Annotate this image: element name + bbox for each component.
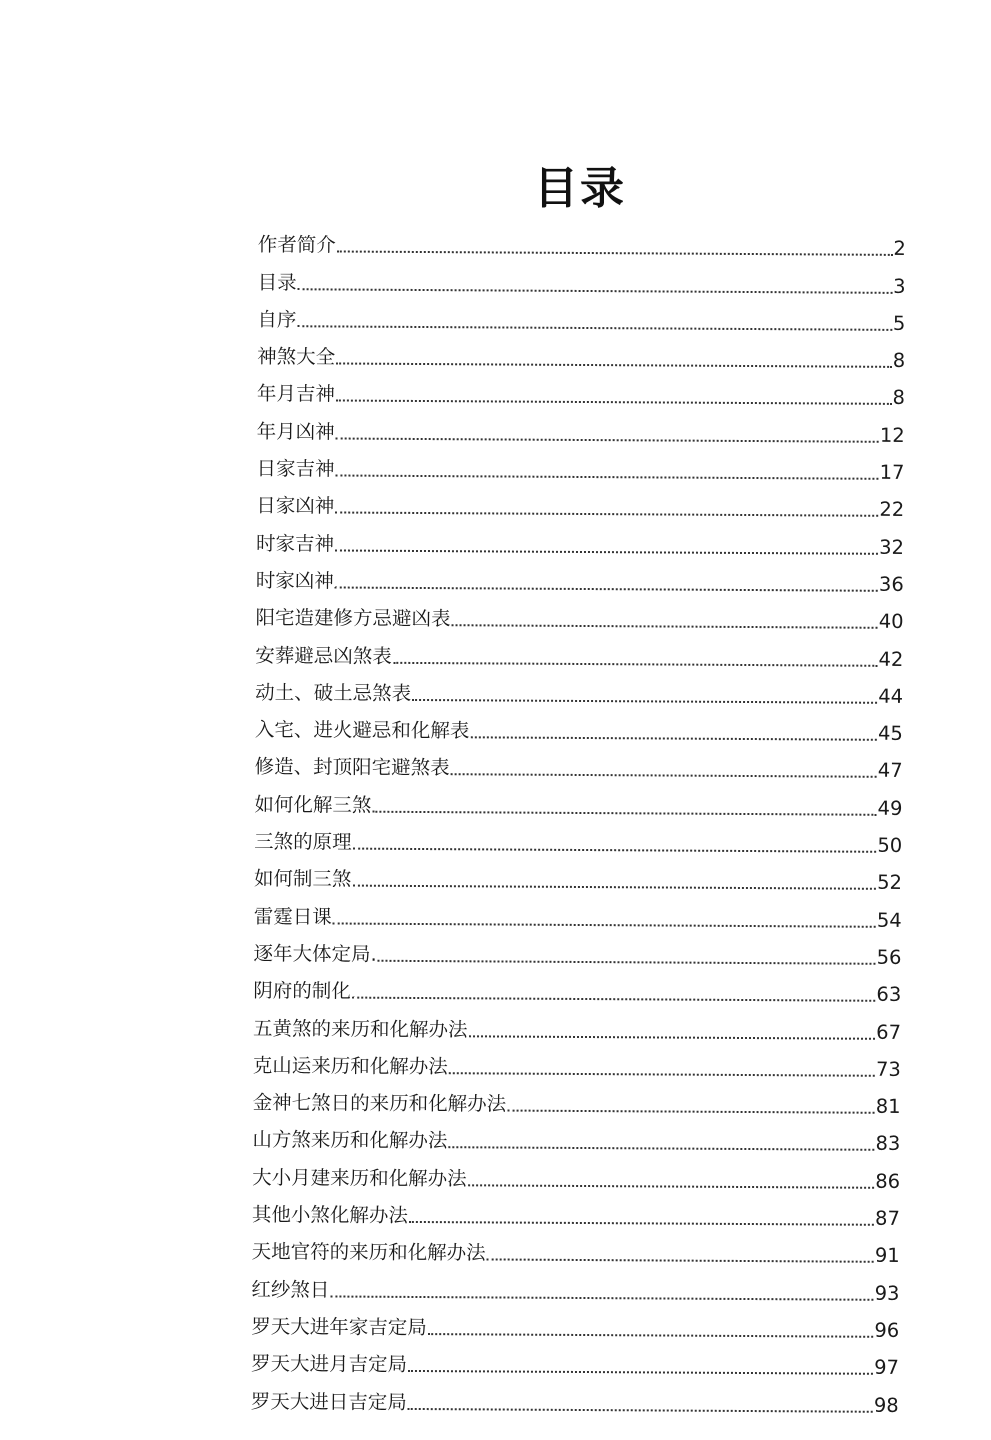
toc-entry-label: 入宅、进火避忌和化解表	[254, 718, 470, 743]
toc-entry-page-number: 40	[878, 610, 904, 634]
toc-entry-label: 时家凶神	[255, 568, 334, 593]
toc-entry-label: 逐年大体定局.	[253, 941, 377, 966]
toc-entry-label: 三煞的原理	[254, 830, 352, 854]
toc-entry	[255, 630, 903, 671]
toc-entry	[252, 1190, 900, 1231]
toc-entry-page-number: 5	[892, 311, 906, 335]
toc-entry-label: 动土、破土忌煞表	[255, 680, 412, 705]
toc-entry	[256, 556, 904, 597]
toc-entry-page-number: 93	[874, 1281, 900, 1305]
dot-leader	[335, 586, 878, 591]
toc-entry	[253, 1003, 901, 1044]
toc-entry-label: 阴府的制化	[253, 979, 351, 1003]
dot-leader	[335, 512, 878, 517]
dot-leader	[352, 885, 876, 890]
toc-entry	[252, 1152, 900, 1193]
toc-entry-label: 罗天大进年家吉定局	[251, 1314, 427, 1339]
toc-entry	[253, 1078, 901, 1119]
dot-leader	[408, 1370, 873, 1375]
toc-entry-label: 其他小煞化解办法	[251, 1202, 409, 1227]
toc-entry	[255, 593, 903, 634]
dot-leader	[335, 549, 878, 554]
toc-entry-label: 五黄煞的来历和化解办法	[252, 1016, 468, 1041]
toc-entry-page-number: 22	[879, 498, 905, 522]
toc-entry	[252, 1227, 900, 1268]
toc-entry-page-number: 42	[878, 647, 904, 671]
toc-entry-label: 年月凶神	[256, 419, 335, 444]
toc-entry-page-number: 91	[874, 1244, 900, 1268]
dot-leader	[297, 325, 892, 331]
toc-entry-page-number: 3	[893, 274, 906, 298]
toc-entry-label: 罗天大进月吉定局	[250, 1352, 408, 1377]
toc-entry-label: 克山运来历和化解办法	[252, 1053, 448, 1079]
toc-entry-page-number: 8	[892, 349, 906, 373]
toc-entry-label: 时家吉神	[255, 531, 335, 556]
toc-entry	[254, 891, 902, 932]
toc-entry-page-number: 12	[879, 423, 905, 447]
dot-leader	[353, 848, 877, 853]
toc-entry	[251, 1264, 899, 1305]
toc-entry-label: 安葬避忌凶煞表	[255, 643, 392, 668]
toc-entry-page-number: 73	[875, 1057, 901, 1081]
dot-leader	[372, 810, 876, 815]
toc-entry-label: 阳宅造建修方忌避凶表	[255, 606, 451, 631]
dot-leader	[470, 736, 877, 740]
dot-leader	[393, 661, 878, 666]
toc-entry	[252, 1115, 900, 1156]
toc-entry-label: 修造、封顶阳宅避煞表	[254, 755, 450, 780]
toc-entry-page-number: 32	[879, 535, 905, 559]
dot-leader	[469, 1035, 876, 1039]
toc-entry-page-number: 97	[874, 1355, 900, 1380]
dot-leader	[451, 774, 877, 779]
toc-entry	[256, 481, 904, 522]
dot-leader	[452, 624, 878, 629]
toc-entry-label: 目录	[257, 270, 297, 294]
toc-entry-page-number: 83	[875, 1132, 901, 1156]
dot-leader	[378, 960, 876, 965]
toc-entry-page-number: 86	[875, 1169, 901, 1193]
toc-entry	[256, 444, 904, 485]
toc-entry	[254, 779, 902, 820]
toc-entry	[256, 518, 904, 559]
toc-entry	[251, 1339, 899, 1380]
toc-entry-label: 如何化解三煞	[254, 792, 372, 817]
toc-entry	[253, 929, 901, 970]
toc-entry-page-number: 56	[876, 945, 902, 969]
toc-entry-page-number: 44	[878, 684, 904, 708]
toc-entry-page-number: 87	[875, 1206, 900, 1230]
table-of-contents	[251, 220, 906, 1417]
dot-leader	[352, 997, 876, 1002]
page-title: 目录	[534, 163, 626, 214]
dot-leader	[333, 922, 876, 927]
dot-leader	[468, 1184, 875, 1188]
toc-entry	[254, 817, 902, 858]
toc-entry-label: 年月吉神	[256, 382, 336, 406]
dot-leader	[336, 363, 892, 368]
dot-leader	[487, 1259, 874, 1263]
toc-entry-label: 红纱煞日	[251, 1277, 330, 1302]
dot-leader	[507, 1110, 875, 1114]
toc-entry-label: 山方煞来历和化解办法	[252, 1128, 448, 1153]
dot-leader	[408, 1407, 873, 1412]
dot-leader	[412, 699, 877, 704]
dot-leader	[336, 437, 879, 442]
toc-entry	[257, 369, 905, 410]
toc-entry-page-number: 8	[892, 386, 905, 410]
toc-entry	[255, 742, 903, 783]
toc-entry-page-number: 54	[876, 908, 902, 932]
toc-entry-label: 作者简介	[257, 233, 336, 257]
toc-entry-label: 雷霆日课	[253, 904, 332, 929]
toc-entry	[258, 220, 906, 261]
dot-leader	[409, 1221, 874, 1226]
dot-leader	[298, 288, 893, 294]
dot-leader	[336, 400, 892, 405]
toc-entry-page-number: 45	[877, 721, 903, 746]
toc-entry-label: 自序	[257, 307, 297, 332]
dot-leader	[335, 475, 878, 480]
toc-entry-page-number: 36	[878, 572, 904, 596]
toc-entry	[255, 705, 903, 746]
toc-entry	[257, 295, 905, 336]
toc-entry-page-number: 17	[879, 460, 905, 485]
toc-entry	[257, 332, 905, 373]
toc-entry-label: 日家吉神	[256, 457, 335, 481]
toc-entry-label: 金神七煞日的来历和化解办法	[252, 1091, 507, 1116]
dot-leader	[449, 1072, 875, 1077]
toc-entry	[253, 966, 901, 1007]
toc-entry-label: 大小月建来历和化解办法	[252, 1165, 467, 1191]
toc-entry-page-number: 49	[877, 796, 903, 820]
toc-entry	[251, 1302, 899, 1343]
toc-entry	[255, 668, 903, 709]
toc-entry	[253, 1041, 901, 1082]
toc-entry-page-number: 96	[874, 1318, 900, 1342]
dot-leader	[330, 1295, 873, 1300]
toc-entry-page-number: 63	[876, 983, 902, 1007]
toc-entry-page-number: 50	[877, 833, 903, 857]
dot-leader	[428, 1333, 874, 1338]
toc-entry-page-number: 47	[877, 759, 903, 783]
toc-entry	[254, 854, 902, 895]
toc-entry-page-number: 52	[877, 871, 903, 895]
toc-entry-page-number: 2	[893, 237, 906, 261]
toc-entry-page-number: 98	[873, 1393, 899, 1417]
toc-entry-label: 神煞大全	[257, 345, 336, 369]
toc-entry-label: 罗天大进日吉定局	[250, 1389, 407, 1414]
toc-entry	[251, 1376, 899, 1417]
toc-entry-label: 日家凶神	[256, 494, 335, 518]
toc-entry	[258, 257, 906, 298]
toc-entry	[257, 406, 905, 447]
toc-entry-page-number: 81	[875, 1094, 901, 1119]
toc-entry-page-number: 67	[876, 1020, 902, 1044]
toc-entry-label: 如何制三煞	[253, 867, 352, 891]
dot-leader	[337, 251, 893, 256]
toc-entry-label: 天地官符的来历和化解办法	[251, 1240, 486, 1265]
dot-leader	[448, 1147, 874, 1152]
